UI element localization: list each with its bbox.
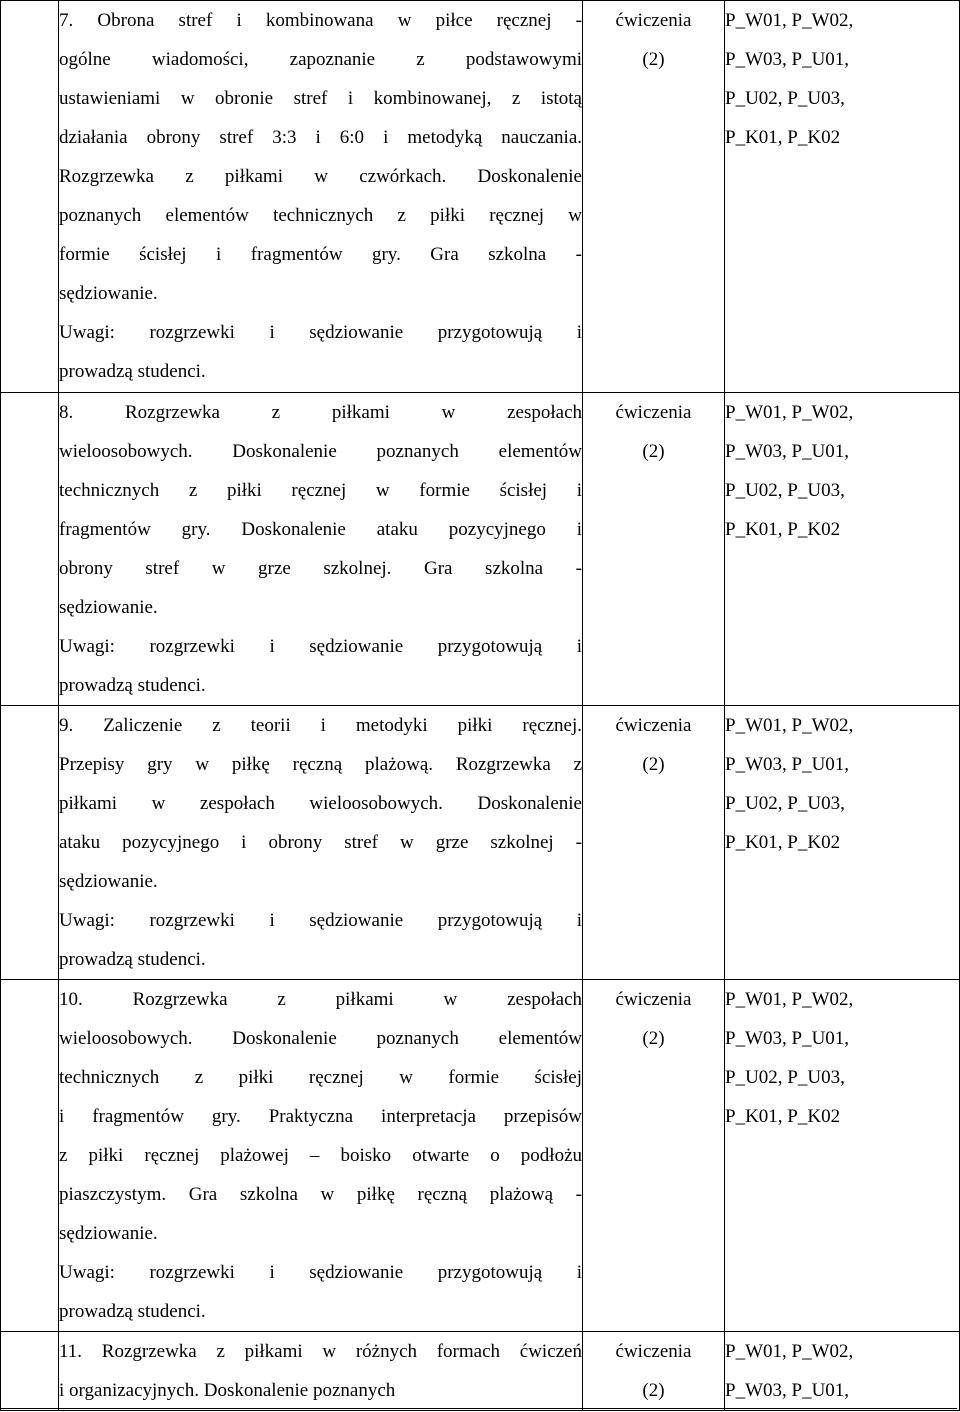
class-form-text: ćwiczenia bbox=[615, 10, 692, 31]
topic-cell bbox=[59, 393, 583, 706]
learning-effect-codes: P_W01, P_W02, bbox=[725, 10, 854, 31]
table-row bbox=[1, 1, 960, 393]
topic-line: wieloosobowych. Doskonalenie poznanych elementów bbox=[59, 441, 582, 462]
topic-line: 9. Zaliczenie z teorii i metodyki piłki ręcznej. bbox=[59, 715, 582, 736]
learning-effect-codes: P_W01, P_W02, bbox=[725, 715, 854, 736]
learning-effect-codes: P_U02, P_U03, bbox=[725, 480, 845, 501]
topic-line: Uwagi: rozgrzewki i sędziowanie przygotowują i bbox=[59, 636, 582, 657]
table-row bbox=[1, 980, 960, 1332]
learning-effects-cell bbox=[725, 393, 960, 706]
learning-effect-codes: P_W03, P_U01, bbox=[725, 441, 850, 462]
class-form-text: ćwiczenia bbox=[615, 715, 692, 736]
topic-line: sędziowanie. bbox=[59, 283, 158, 304]
topic-line: prowadzą studenci. bbox=[59, 675, 206, 696]
topic-line: sędziowanie. bbox=[59, 1223, 158, 1244]
row-margin-cell bbox=[1, 393, 59, 706]
learning-effect-codes: P_W01, P_W02, bbox=[725, 989, 854, 1010]
learning-effect-codes: P_W01, P_W02, bbox=[725, 1341, 854, 1362]
table-row bbox=[1, 1332, 960, 1411]
class-form-text: ćwiczenia bbox=[615, 1341, 692, 1362]
learning-effect-codes: P_U02, P_U03, bbox=[725, 793, 845, 814]
topic-cell bbox=[59, 1332, 583, 1411]
table-row bbox=[1, 393, 960, 706]
topic-line: ustawieniami w obronie stref i kombinowanej, z istotą bbox=[59, 88, 582, 109]
topic-line: ogólne wiadomości, zapoznanie z podstawowymi bbox=[59, 49, 582, 70]
topic-line: sędziowanie. bbox=[59, 871, 158, 892]
learning-effect-codes: P_U02, P_U03, bbox=[725, 1067, 845, 1088]
row-margin-cell bbox=[1, 1332, 59, 1411]
class-form-cell bbox=[583, 1, 725, 393]
table-row bbox=[1, 706, 960, 980]
class-form-cell bbox=[583, 1332, 725, 1411]
topic-line: z piłki ręcznej plażowej – boisko otwarte o podłożu bbox=[59, 1145, 582, 1166]
learning-effect-codes: P_K01, P_K02 bbox=[725, 1106, 841, 1127]
topic-line: prowadzą studenci. bbox=[59, 949, 206, 970]
topic-cell bbox=[59, 980, 583, 1332]
topic-line: poznanych elementów technicznych z piłki ręcznej w bbox=[59, 205, 582, 226]
topic-cell bbox=[59, 1, 583, 393]
learning-effect-codes: P_W03, P_U01, bbox=[725, 49, 850, 70]
topic-line: prowadzą studenci. bbox=[59, 361, 206, 382]
class-form-cell bbox=[583, 706, 725, 980]
class-form-text: ćwiczenia bbox=[615, 989, 692, 1010]
topic-line: 8. Rozgrzewka z piłkami w zespołach bbox=[59, 402, 582, 423]
topic-line: 11. Rozgrzewka z piłkami w różnych formach ćwiczeń bbox=[59, 1341, 582, 1362]
learning-effect-codes: P_W03, P_U01, bbox=[725, 754, 850, 775]
topic-line: technicznych z piłki ręcznej w formie ścisłej i bbox=[59, 480, 582, 501]
learning-effect-codes: P_K01, P_K02 bbox=[725, 519, 841, 540]
class-form-text: (2) bbox=[642, 1380, 665, 1401]
topic-line: 7. Obrona stref i kombinowana w piłce ręcznej - bbox=[59, 10, 582, 31]
topic-line: działania obrony stref 3:3 i 6:0 i metodyką nauczania. bbox=[59, 127, 582, 148]
class-form-cell bbox=[583, 980, 725, 1332]
row-margin-cell bbox=[1, 980, 59, 1332]
topic-line: fragmentów gry. Doskonalenie ataku pozycyjnego i bbox=[59, 519, 582, 540]
learning-effects-cell bbox=[725, 706, 960, 980]
topic-line: ataku pozycyjnego i obrony stref w grze szkolnej - bbox=[59, 832, 582, 853]
row-margin-cell bbox=[1, 1, 59, 393]
topic-line: Rozgrzewka z piłkami w czwórkach. Doskonalenie bbox=[59, 166, 582, 187]
syllabus-table-body bbox=[1, 1, 960, 1411]
learning-effect-codes: P_K01, P_K02 bbox=[725, 832, 841, 853]
topic-line: wieloosobowych. Doskonalenie poznanych elementów bbox=[59, 1028, 582, 1049]
class-form-cell bbox=[583, 393, 725, 706]
class-form-text: (2) bbox=[642, 1028, 665, 1049]
topic-line: formie ścisłej i fragmentów gry. Gra szkolna - bbox=[59, 244, 582, 265]
learning-effects-cell bbox=[725, 980, 960, 1332]
class-form-text: (2) bbox=[642, 754, 665, 775]
class-form-text: ćwiczenia bbox=[615, 402, 692, 423]
bottom-border bbox=[0, 1408, 957, 1409]
topic-cell bbox=[59, 706, 583, 980]
topic-line: Uwagi: rozgrzewki i sędziowanie przygotowują i bbox=[59, 910, 582, 931]
topic-line: prowadzą studenci. bbox=[59, 1301, 206, 1322]
learning-effect-codes: P_K01, P_K02 bbox=[725, 127, 841, 148]
learning-effect-codes: P_W03, P_U01, bbox=[725, 1380, 850, 1401]
topic-line: i fragmentów gry. Praktyczna interpretacja przepisów bbox=[59, 1106, 582, 1127]
learning-effects-cell bbox=[725, 1, 960, 393]
topic-line: piłkami w zespołach wieloosobowych. Doskonalenie bbox=[59, 793, 582, 814]
learning-effect-codes: P_W03, P_U01, bbox=[725, 1028, 850, 1049]
row-margin-cell bbox=[1, 706, 59, 980]
topic-line: i organizacyjnych. Doskonalenie poznanych bbox=[59, 1380, 396, 1401]
topic-line: Uwagi: rozgrzewki i sędziowanie przygotowują i bbox=[59, 1262, 582, 1283]
topic-line: 10. Rozgrzewka z piłkami w zespołach bbox=[59, 989, 582, 1010]
topic-line: Uwagi: rozgrzewki i sędziowanie przygotowują i bbox=[59, 322, 582, 343]
topic-line: Przepisy gry w piłkę ręczną plażową. Rozgrzewka z bbox=[59, 754, 582, 775]
topic-line: piaszczystym. Gra szkolna w piłkę ręczną plażową - bbox=[59, 1184, 582, 1205]
class-form-text: (2) bbox=[642, 441, 665, 462]
learning-effect-codes: P_U02, P_U03, bbox=[725, 88, 845, 109]
class-form-text: (2) bbox=[642, 49, 665, 70]
topic-line: obrony stref w grze szkolnej. Gra szkolna - bbox=[59, 558, 582, 579]
topic-line: sędziowanie. bbox=[59, 597, 158, 618]
learning-effect-codes: P_W01, P_W02, bbox=[725, 402, 854, 423]
learning-effects-cell bbox=[725, 1332, 960, 1411]
topic-line: technicznych z piłki ręcznej w formie ścisłej bbox=[59, 1067, 582, 1088]
